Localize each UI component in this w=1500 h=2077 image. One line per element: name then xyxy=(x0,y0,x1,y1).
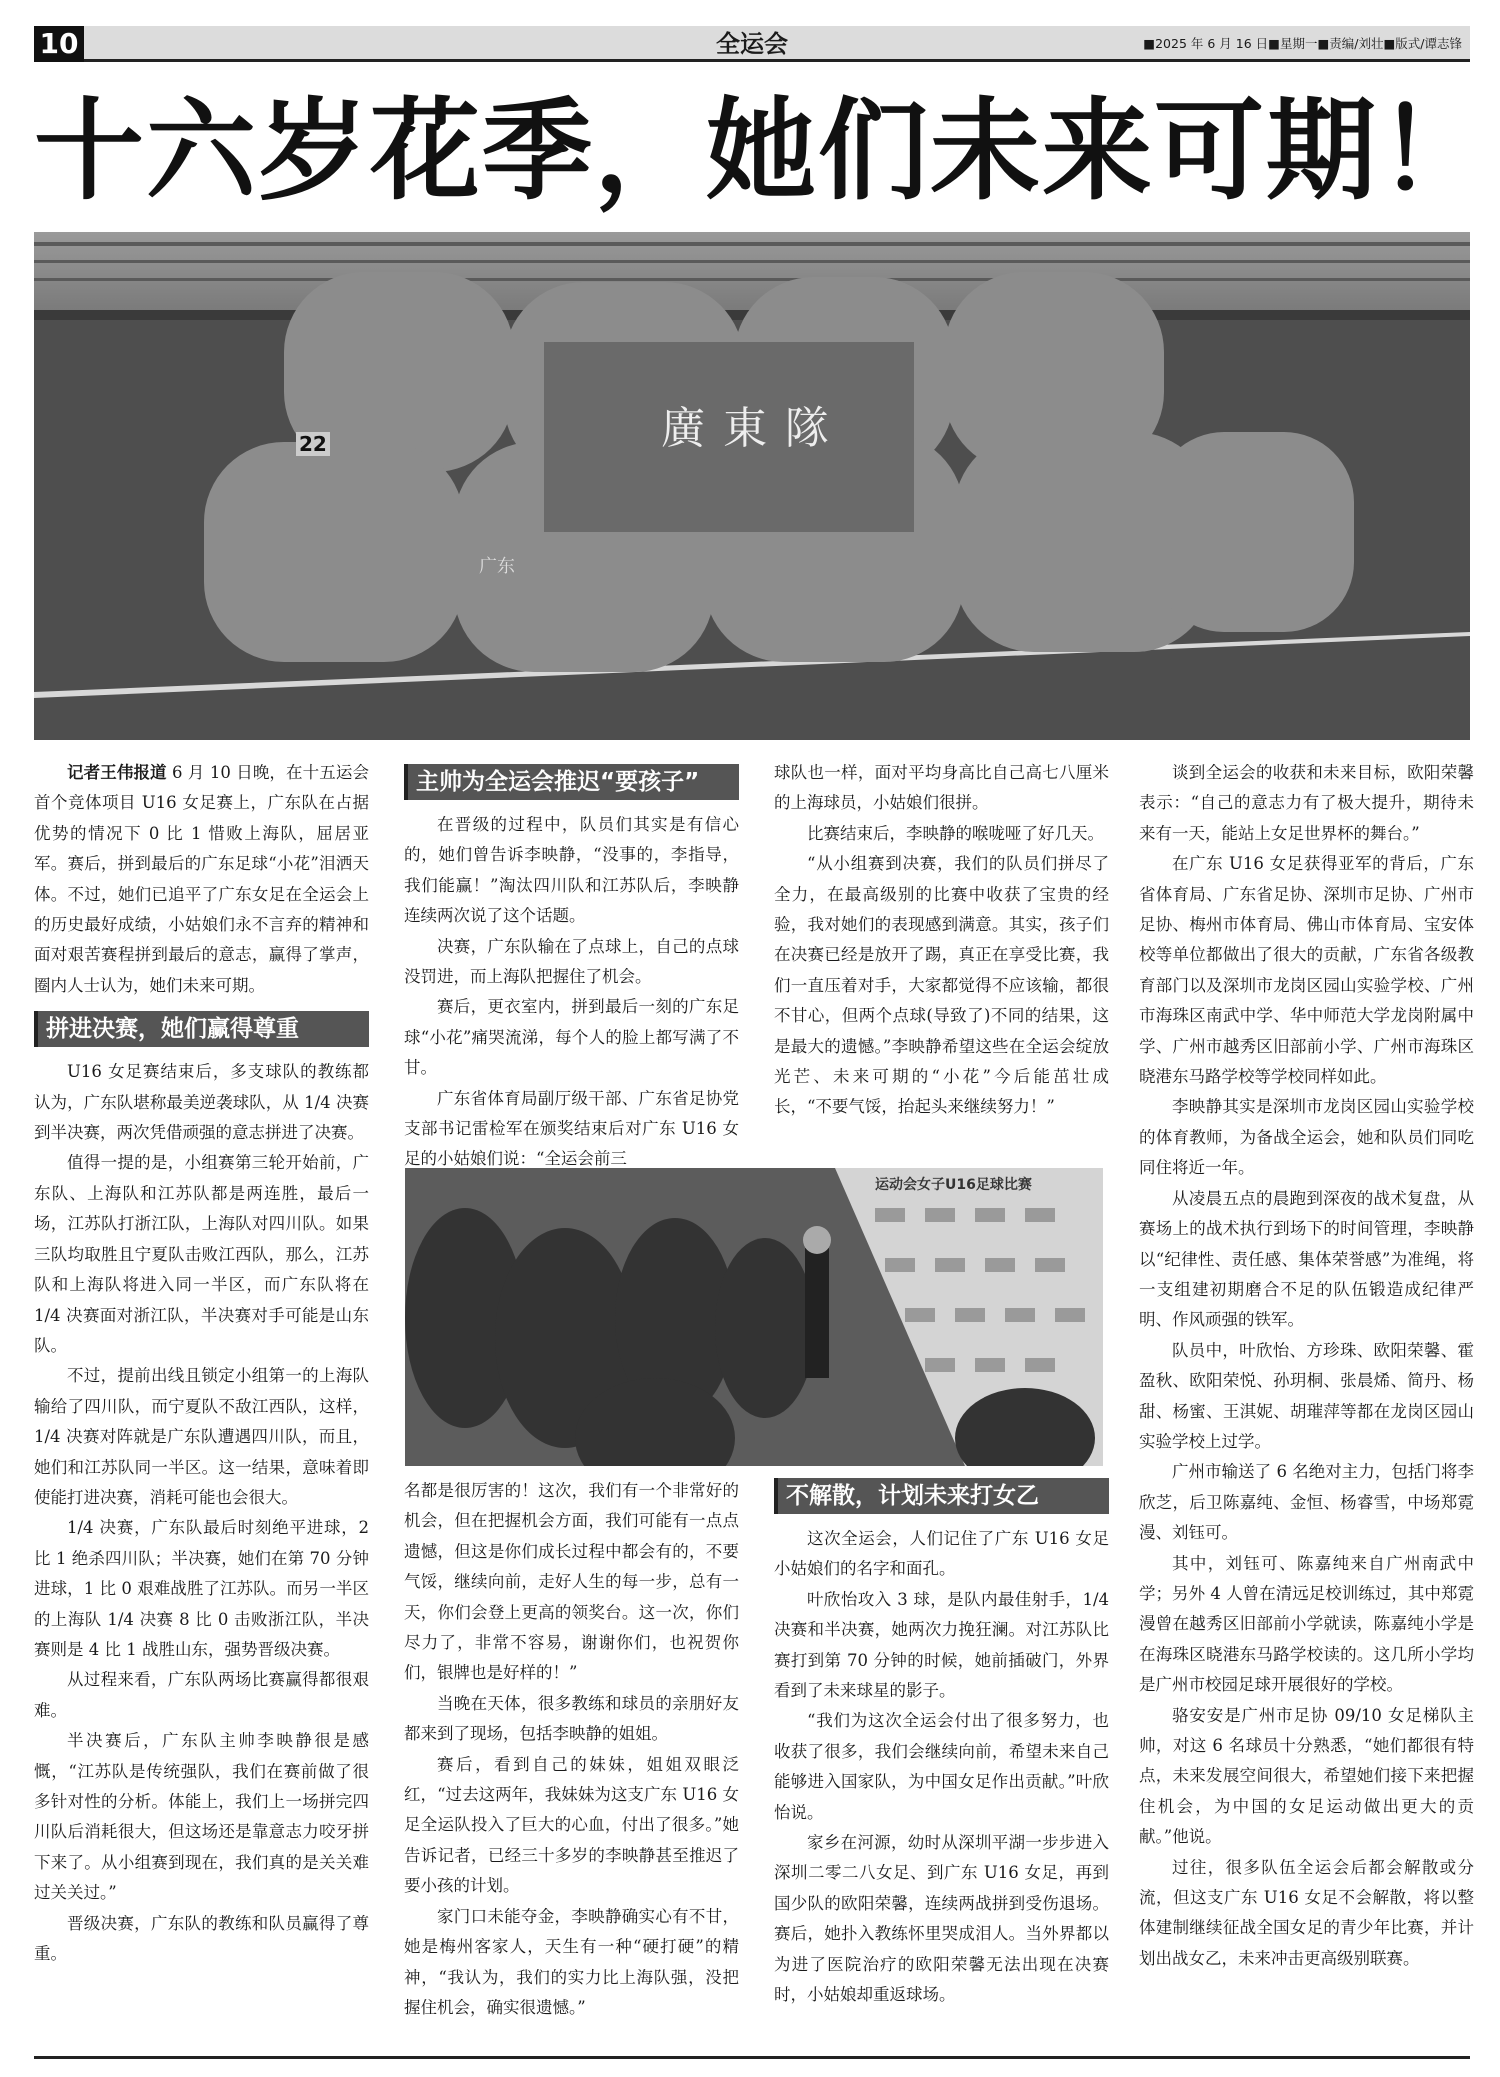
paragraph: 决赛，广东队输在了点球上，自己的点球没罚进，而上海队把握住了机会。 xyxy=(404,936,739,987)
paragraph: 叶欣怡攻入 3 球，是队内最佳射手，1/4 决赛和半决赛，她两次力挽狂澜。对江苏队比赛打到第 70 分钟的时候，她前插破门，外界看到了未来球星的影子。 xyxy=(774,1589,1109,1701)
backdrop-board-text: 运动会女子U16足球比赛 xyxy=(875,1177,1032,1193)
paragraph: U16 女足赛结束后，多支球队的教练都认为，广东队堪称最美逆袭球队，从 1/4 决赛到半决赛，两次凭借顽强的意志拼进了决赛。 xyxy=(34,1062,369,1143)
subhead-coach: 主帅为全运会推迟“要孩子” xyxy=(404,764,739,800)
paragraph: 晋级决赛，广东队的教练和队员赢得了尊重。 xyxy=(34,1913,369,1964)
paragraph: 赛后，更衣室内，拼到最后一刻的广东足球“小花”痛哭流涕，每个人的脸上都写满了不甘。 xyxy=(404,997,739,1078)
bottom-rule xyxy=(34,2056,1470,2059)
subhead-future: 不解散，计划未来打女乙 xyxy=(774,1478,1109,1514)
byline: 记者王伟报道 xyxy=(67,763,167,782)
article-intro: 6 月 10 日晚，在十五运会首个竞体项目 U16 女足赛上，广东队在占据优势的情况下 0 比 1 惜败上海队，屈居亚军。赛后，拼到最后的广东足球“小花”泪洒天体。不过，她们已追平了广东女足在全运会上的历史最好成绩，小姑娘们永不言弃的精神和面对艰苦赛程拼到最后的意志，赢得了掌声，圈内人士认为，她们未来可期。 xyxy=(34,763,369,995)
paragraph: 在广东 U16 女足获得亚军的背后，广东省体育局、广东省足协、深圳市足协、广州市足协、梅州市体育局、佛山市体育局、宝安体校等单位都做出了很大的贡献，广东省各级教育部门以及深圳市龙岗区园山实验学校、广州市海珠区南武中学、华中师范大学龙岗附属中学、广州市越秀区旧部前小学、广州市海珠区晓港东马路学校等学校同样如此。 xyxy=(1139,854,1474,1087)
paragraph: 广州市输送了 6 名绝对主力，包括门将李欣芝，后卫陈嘉纯、金恒、杨睿雪，中场郑霓漫、刘钰可。 xyxy=(1139,1462,1474,1543)
issue-meta: ■2025 年 6 月 16 日■星期一■责编/刘壮■版式/谭志锋 xyxy=(1143,36,1462,51)
article-column-3-continued xyxy=(774,1476,1109,2011)
paragraph: 过往，很多队伍全运会后都会解散或分流，但这支广东 U16 女足不会解散，将以整体建制继续征战全国女足的青少年比赛，并计划出战女乙，未来冲击更高级别联赛。 xyxy=(1139,1857,1474,1968)
paragraph: 家门口未能夺金，李映静确实心有不甘，她是梅州客家人，天生有一种“硬打硬”的精神，“我认为，我们的实力比上海队强，没把握住机会，确实很遗憾。” xyxy=(404,1906,739,2017)
article-column-4 xyxy=(1139,758,1474,1974)
paragraph: 家乡在河源，幼时从深圳平湖一步步进入深圳二零二八女足、到广东 U16 女足，再到国少队的欧阳荣馨，连续两战拼到受伤退场。赛后，她扑入教练怀里哭成泪人。当外界都以为进了医院治疗的欧阳荣馨无法出现在决赛时，小姑娘却重返球场。 xyxy=(774,1833,1109,2005)
paragraph: 其中，刘钰可、陈嘉纯来自广州南武中学；另外 4 人曾在清远足校训练过，其中郑霓漫曾在越秀区旧部前小学就读，陈嘉纯小学是在海珠区晓港东马路学校读的。这几所小学均是广州市校园足球开展很好的学校。 xyxy=(1139,1553,1474,1695)
page-number: 10 xyxy=(34,26,84,62)
paragraph: 队员中，叶欣怡、方珍珠、欧阳荣馨、霍盈秋、欧阳荣悦、孙玥桐、张晨烯、简丹、杨甜、杨蜜、王淇妮、胡璀萍等都在龙岗区园山实验学校上过学。 xyxy=(1139,1340,1474,1451)
subhead-final: 拼进决赛，她们赢得尊重 xyxy=(34,1011,369,1047)
paragraph: 球队也一样，面对平均身高比自己高七八厘米的上海球员，小姑娘们很拼。 xyxy=(774,763,1109,813)
section-name: 全运会 xyxy=(716,30,788,58)
paragraph: “我们为这次全运会付出了很多努力，也收获了很多，我们会继续向前，希望未来自己能够进入国家队，为中国女足作出贡献。”叶欣怡说。 xyxy=(774,1711,1109,1822)
paragraph: 半决赛后，广东队主帅李映静很是感慨，“江苏队是传统强队，我们在赛前做了很多针对性的分析。体能上，我们上一场拼完四川队后消耗很大，但这场还是靠意志力咬牙拼下来了。从小组赛到现在，我们真的是关关难过关关过。” xyxy=(34,1731,369,1903)
paragraph: 在晋级的过程中，队员们其实是有信心的，她们曾告诉李映静，“没事的，李指导，我们能赢！”淘汰四川队和江苏队后，李映静连续两次说了这个话题。 xyxy=(404,815,739,926)
paragraph: 从过程来看，广东队两场比赛赢得都很艰难。 xyxy=(34,1670,369,1720)
paragraph: 骆安安是广州市足协 09/10 女足梯队主帅，对这 6 名球员十分熟悉，“她们都很有特点，未来发展空间很大，希望她们接下来把握住机会，为中国的女足运动做出更大的贡献。”他说。 xyxy=(1139,1705,1474,1847)
paragraph: 从凌晨五点的晨跑到深夜的战术复盘，从赛场上的战术执行到场下的时间管理，李映静以“纪律性、责任感、集体荣誉感”为准绳，将一支组建初期磨合不足的队伍锻造成纪律严明、作风顽强的铁军。 xyxy=(1139,1188,1474,1330)
paragraph: 1/4 决赛，广东队最后时刻绝平进球，2 比 1 绝杀四川队；半决赛，她们在第 70 分钟进球，1 比 0 艰难战胜了江苏队。而另一半区的上海队 1/4 决赛 8 比 0 击败浙江队，半决赛则是 4 比 1 战胜山东，强势晋级决赛。 xyxy=(34,1518,369,1659)
paragraph: 广东省体育局副厅级干部、广东省足协党支部书记雷检军在颁奖结束后对广东 U16 女足的小姑娘们说：“全运会前三 xyxy=(404,1088,739,1169)
jersey-number: 22 xyxy=(296,432,330,456)
paragraph: 当晚在天体，很多教练和球员的亲朋好友都来到了现场，包括李映静的姐姐。 xyxy=(404,1693,739,1744)
paragraph: 赛后，看到自己的妹妹，姐姐双眼泛红，“过去这两年，我妹妹为这支广东 U16 女足全运队投入了巨大的心血，付出了很多。”她告诉记者，已经三十多岁的李映静甚至推迟了要小孩的计划。 xyxy=(404,1754,739,1896)
paragraph: 值得一提的是，小组赛第三轮开始前，广东队、上海队和江苏队都是两连胜，最后一场，江苏队打浙江队，上海队对四川队。如果三队均取胜且宁夏队击败江西队，那么，江苏队和上海队将进入同一半区，而广东队将在 1/4 决赛面对浙江队，半决赛对手可能是山东队。 xyxy=(34,1153,369,1355)
paragraph: 比赛结束后，李映静的喉咙哑了好几天。 xyxy=(807,823,1104,843)
press-photo xyxy=(405,1168,1103,1466)
team-banner: 廣東隊 xyxy=(661,403,847,454)
article-column-1 xyxy=(34,758,369,1969)
paragraph: 不过，提前出线且锁定小组第一的上海队输给了四川队，而宁夏队不敌江西队，这样，1/4 决赛对阵就是广东队遭遇四川队，而且，她们和江苏队同一半区。这一结果，意味着即使能打进决赛，消耗可能也会很大。 xyxy=(34,1366,369,1507)
paragraph: 李映静其实是深圳市龙岗区园山实验学校的体育教师，为备战全运会，她和队员们同吃同住将近一年。 xyxy=(1139,1097,1474,1178)
page-header xyxy=(34,26,1470,62)
article-column-3 xyxy=(774,758,1109,1123)
paragraph: “从小组赛到决赛，我们的队员们拼尽了全力，在最高级别的比赛中收获了宝贵的经验，我对她们的表现感到满意。其实，孩子们在决赛已经是放开了踢，真正在享受比赛，我们一直压着对手，大家都觉得不应该输，都很不甘心，但两个点球(导致了)不同的结果，这是最大的遗憾。”李映静希望这些在全运会绽放光芒、未来可期的“小花”今后能茁壮成长，“不要气馁，抬起头来继续努力！” xyxy=(774,854,1109,1117)
team-photo xyxy=(34,232,1470,740)
headline: 十六岁花季，她们未来可期！ xyxy=(34,87,1490,215)
jersey-label: 广东 xyxy=(479,556,515,577)
paragraph: 谈到全运会的收获和未来目标，欧阳荣馨表示：“自己的意志力有了极大提升，期待未来有一天，能站上女足世界杯的舞台。” xyxy=(1139,763,1474,843)
paragraph: 这次全运会，人们记住了广东 U16 女足小姑娘们的名字和面孔。 xyxy=(774,1529,1109,1579)
paragraph: 名都是很厉害的！这次，我们有一个非常好的机会，但在把握机会方面，我们可能有一点点遗憾，但这是你们成长过程中都会有的，不要气馁，继续向前，走好人生的每一步，总有一天，你们会登上更高的领奖台。这一次，你们尽力了，非常不容易，谢谢你们，也祝贺你们，银牌也是好样的！” xyxy=(404,1481,739,1683)
article-column-2-continued xyxy=(404,1476,739,2023)
article-column-2 xyxy=(404,758,739,1175)
